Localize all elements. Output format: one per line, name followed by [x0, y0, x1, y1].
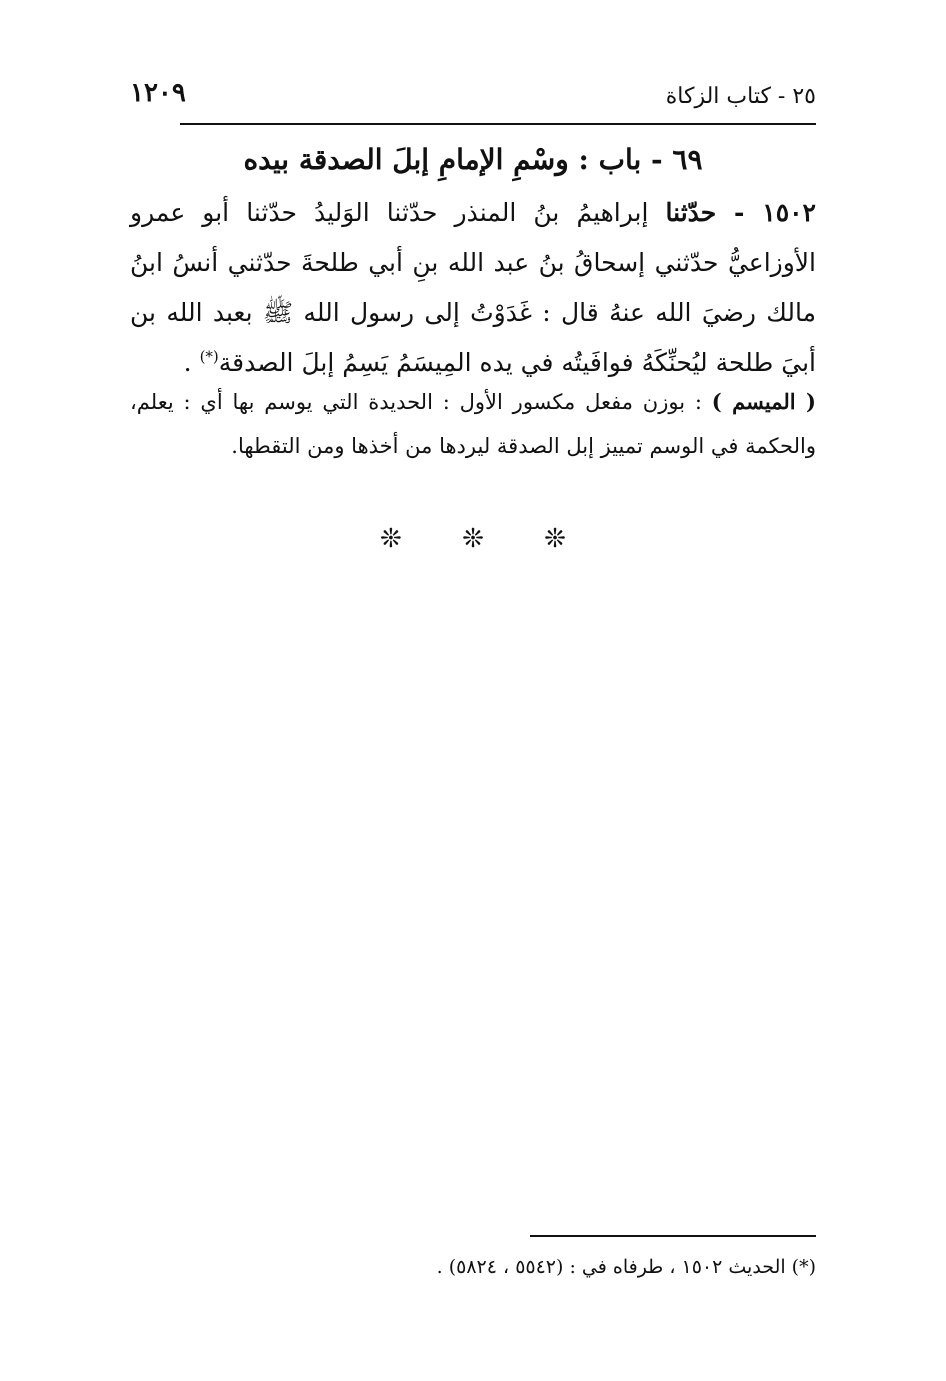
- separator-star-icon: ❊: [380, 524, 402, 554]
- gloss-term: ( الميسم ): [711, 389, 816, 414]
- running-header: [130, 78, 816, 118]
- gloss-text: : بوزن مفعل مكسور الأول : الحديدة التي يوسم بها أي : يعلم، والحكمة في الوسم تمييز إبل الصدقة ليردها من أخذها ومن التقطها.: [130, 390, 816, 458]
- hadith-paragraph: [130, 188, 816, 388]
- hadith-text: إبراهيمُ بنُ المنذر حدّثنا الوَليدُ حدّثنا أبو عمرو الأوزاعيُّ حدّثني إسحاقُ بنُ عبد الله بنِ أبي طلحةَ حدّثني أنسُ ابنُ مالك رضيَ الله عنهُ قال : غَدَوْتُ إلى رسول الله ﷺ بعبد الله بن أبيَ طلحة ليُحنِّكَهُ فوافَيتُه في يده المِيسَمُ يَسِمُ إبلَ الصدقة: [130, 198, 816, 377]
- header-chapter-title: ٢٥ - كتاب الزكاة: [665, 84, 816, 109]
- footnote-divider: [530, 1235, 816, 1237]
- page-number: ١٢٠٩: [130, 78, 186, 108]
- header-divider: [180, 123, 816, 125]
- section-separator: [130, 524, 816, 554]
- gloss-paragraph: [130, 380, 816, 468]
- chapter-heading: ٦٩ - باب : وسْمِ الإمامِ إبلَ الصدقة بيده: [243, 143, 703, 176]
- separator-star-icon: ❊: [544, 524, 566, 554]
- footnote: (*) الحديث ١٥٠٢ ، طرفاه في : (٥٥٤٢ ، ٥٨٢٤) .: [436, 1256, 816, 1278]
- hadith-end: .: [183, 348, 200, 377]
- hadith-intro: حدّثنا: [665, 198, 717, 227]
- footnote-marker[interactable]: (*): [199, 347, 219, 366]
- separator-star-icon: ❊: [462, 524, 484, 554]
- hadith-number: ١٥٠٢ -: [716, 198, 816, 227]
